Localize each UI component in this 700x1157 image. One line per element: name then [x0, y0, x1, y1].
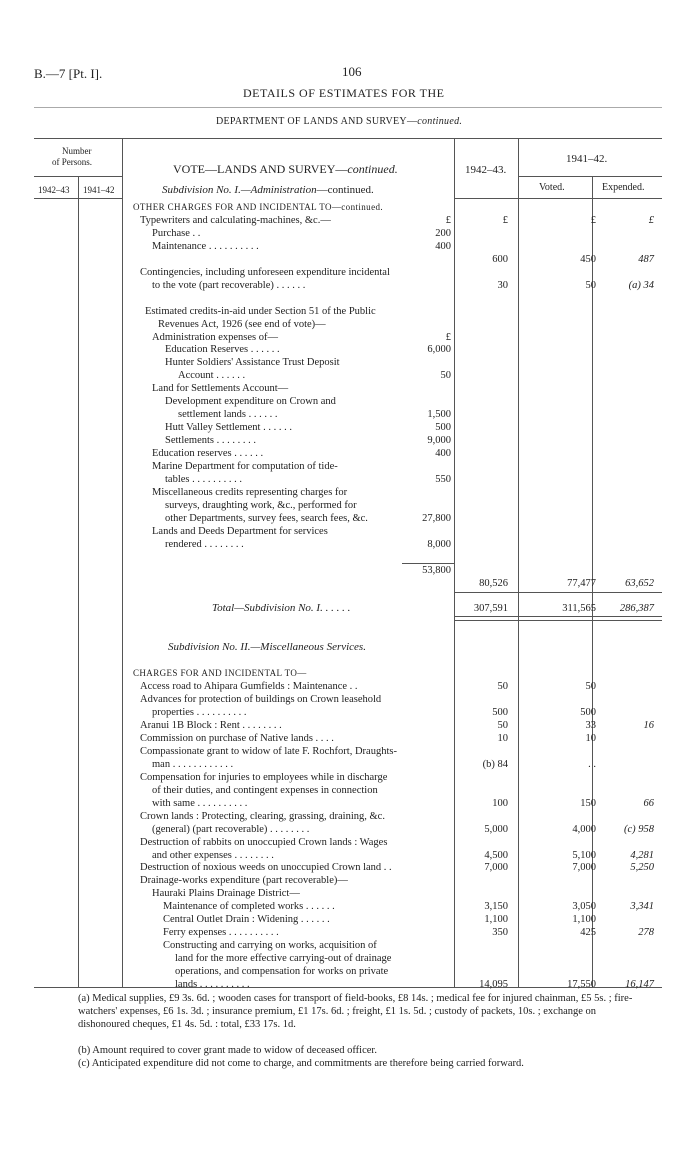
table-row [0, 421, 700, 434]
row-description: Education reserves . . . . . . [152, 448, 264, 460]
table-row [0, 913, 700, 926]
table-row [0, 628, 700, 641]
footnote-b: (b) Amount required to cover grant made to widow of deceased officer. [78, 1045, 377, 1056]
row-estimate-1942-43: 307,591 [473, 603, 508, 615]
row-voted-1941-42: 3,050 [572, 901, 596, 913]
row-sub-amount: £ [445, 214, 451, 226]
department-continued: continued. [417, 116, 463, 127]
table-row [0, 292, 700, 305]
table-row [0, 719, 700, 732]
table-row [0, 745, 700, 758]
row-voted-1941-42: 150 [580, 797, 596, 809]
row-voted-1941-42: 5,100 [572, 849, 596, 861]
row-voted-1941-42: 450 [580, 253, 596, 265]
row-voted-1941-42: £ [590, 214, 596, 226]
table-row [0, 900, 700, 913]
row-estimate-1942-43: 80,526 [479, 577, 508, 589]
table-row [0, 525, 700, 538]
row-description: (general) (part recoverable) . . . . . . . . [152, 823, 310, 835]
table-row [0, 590, 700, 603]
table-row [0, 667, 700, 680]
row-description: Hutt Valley Settlement . . . . . . [165, 422, 292, 434]
row-description: Settlements . . . . . . . . [165, 435, 256, 447]
row-description: Crown lands : Protecting, clearing, grassing, draining, &c. [140, 810, 385, 822]
row-description: Ferry expenses . . . . . . . . . . [163, 927, 279, 939]
row-estimate-1942-43: 350 [492, 927, 508, 939]
row-expended-1941-42: (a) 34 [628, 279, 654, 291]
row-description: Lands and Deeds Department for services [152, 525, 328, 537]
row-description: Advances for protection of buildings on Crown leasehold [140, 694, 382, 706]
page-number: 106 [342, 64, 362, 79]
table-row [0, 680, 700, 693]
table-row [0, 978, 700, 991]
row-description: tables . . . . . . . . . . [165, 473, 242, 485]
department-name: DEPARTMENT OF LANDS AND SURVEY— [216, 116, 418, 127]
table-row [0, 732, 700, 745]
row-estimate-1942-43: 5,000 [484, 823, 508, 835]
subdivision-title: Subdivision No. I.—Administration [162, 184, 317, 196]
row-description: Maintenance . . . . . . . . . . [152, 240, 259, 252]
row-estimate-1942-43: 50 [497, 720, 508, 731]
row-description: to the vote (part recoverable) . . . . . . [152, 279, 306, 291]
table-row [0, 499, 700, 512]
row-estimate-1942-43: (b) 84 [482, 758, 508, 770]
row-description: Revenues Act, 1926 (see end of vote)— [158, 318, 326, 330]
table-row [0, 447, 700, 460]
vote-heading [173, 162, 398, 177]
row-description: Estimated credits-in-aid under Section 51 of the Public [145, 305, 376, 317]
header-rule [34, 107, 662, 108]
row-sub-amount: 550 [435, 473, 451, 485]
table-row [0, 874, 700, 887]
row-voted-1941-42: 311,565 [562, 603, 596, 615]
col-1941-42-header: 1941–42. [566, 153, 608, 165]
table-row [0, 952, 700, 965]
table-row [0, 602, 700, 615]
row-expended-1941-42: 278 [638, 927, 654, 939]
row-estimate-1942-43: 4,500 [484, 849, 508, 861]
vote-continued: continued. [347, 162, 398, 176]
row-description: Aranui 1B Block : Rent . . . . . . . . [140, 720, 282, 731]
table-row [0, 460, 700, 473]
row-description: operations, and compensation for works on private [175, 966, 389, 978]
table-row [0, 615, 700, 628]
row-voted-1941-42: 4,000 [572, 823, 596, 835]
table-row [0, 797, 700, 810]
table-row [0, 823, 700, 836]
table-row [0, 305, 700, 318]
row-description: Central Outlet Drain : Widening . . . . . . [163, 914, 330, 926]
row-expended-1941-42: (c) 958 [623, 823, 654, 835]
table-row [0, 408, 700, 421]
subdivision-continued: —continued. [316, 184, 374, 196]
persons-header: of Persons. [52, 157, 92, 167]
row-estimate-1942-43: 1,100 [484, 914, 508, 926]
table-row [0, 758, 700, 771]
table-row [0, 240, 700, 253]
table-row [0, 279, 700, 292]
row-description: with same . . . . . . . . . . [152, 797, 248, 809]
row-description: Typewriters and calculating-machines, &c.— [140, 214, 331, 226]
row-estimate-1942-43: 30 [497, 279, 508, 291]
row-voted-1941-42: 50 [585, 279, 596, 291]
row-description: Miscellaneous credits representing charges for [152, 486, 348, 498]
row-description: settlement lands . . . . . . [178, 409, 278, 421]
table-row [0, 253, 700, 266]
row-description: of their duties, and contingent expenses in connection [152, 784, 378, 796]
year-header-rule [518, 176, 662, 177]
row-description: Hunter Soldiers' Assistance Trust Deposit [165, 357, 340, 369]
row-sub-amount: 27,800 [422, 512, 451, 524]
department-title [216, 116, 462, 127]
row-description: Constructing and carrying on works, acquisition of [163, 940, 377, 952]
row-description: lands . . . . . . . . . . [175, 979, 250, 990]
row-voted-1941-42: 17,550 [567, 979, 596, 990]
row-description: Compassionate grant to widow of late F. Rochfort, Draughts- [140, 745, 397, 757]
row-sub-amount: 9,000 [427, 435, 451, 447]
row-sub-amount: 1,500 [427, 409, 451, 421]
row-sub-amount: 6,000 [427, 344, 451, 356]
row-expended-1941-42: 66 [643, 797, 654, 809]
table-row [0, 434, 700, 447]
row-sub-amount: 400 [435, 448, 451, 460]
table-row [0, 577, 700, 590]
row-voted-1941-42: 7,000 [572, 862, 596, 874]
page-ref: B.—7 [Pt. I]. [34, 66, 103, 81]
page-title: DETAILS OF ESTIMATES FOR THE [243, 86, 445, 100]
row-estimate-1942-43: 3,150 [484, 901, 508, 913]
table-row [0, 486, 700, 499]
table-row [0, 693, 700, 706]
col-year-1941: 1941–42 [83, 185, 115, 195]
row-description: Destruction of rabbits on unoccupied Crown lands : Wages [140, 836, 388, 848]
voted-header: Voted. [539, 182, 565, 193]
subdivision-heading [162, 184, 374, 196]
row-description: Marine Department for computation of tide- [152, 461, 338, 472]
row-description: Destruction of noxious weeds on unoccupied Crown land . . [140, 862, 392, 874]
row-description: Maintenance of completed works . . . . . . [163, 901, 335, 913]
row-voted-1941-42: 1,100 [572, 914, 596, 926]
footnote-c: (c) Anticipated expenditure did not come to charge, and commitments are therefore being carried forward. [78, 1058, 524, 1069]
row-sub-amount: £ [445, 331, 451, 343]
row-expended-1941-42: 4,281 [630, 849, 654, 861]
row-description: Land for Settlements Account— [152, 383, 289, 395]
row-description: Development expenditure on Crown and [165, 396, 336, 408]
row-expended-1941-42: 16,147 [625, 979, 654, 990]
table-row [0, 861, 700, 874]
row-description: Compensation for injuries to employees while in discharge [140, 771, 388, 783]
row-sub-amount: 200 [435, 227, 451, 239]
row-voted-1941-42: 33 [585, 720, 596, 731]
row-estimate-1942-43: £ [502, 214, 508, 226]
table-row [0, 887, 700, 900]
row-expended-1941-42: 5,250 [630, 862, 654, 874]
row-expended-1941-42: £ [648, 214, 654, 226]
table-row [0, 810, 700, 823]
row-estimate-1942-43: 500 [492, 707, 508, 719]
table-row [0, 214, 700, 227]
table-row [0, 836, 700, 849]
row-expended-1941-42: 3,341 [630, 901, 654, 913]
table-row [0, 564, 700, 577]
row-voted-1941-42: 425 [580, 927, 596, 939]
expended-header: Expended. [602, 182, 645, 193]
table-row [0, 395, 700, 408]
row-estimate-1942-43: 50 [497, 681, 508, 693]
row-description: and other expenses . . . . . . . . [152, 849, 274, 861]
row-estimate-1942-43: 600 [492, 253, 508, 265]
col-1942-43-header: 1942–43. [465, 164, 507, 176]
amount-header-rule [454, 198, 662, 199]
row-estimate-1942-43: 7,000 [484, 862, 508, 874]
table-row [0, 266, 700, 279]
row-description: Purchase . . [152, 227, 201, 239]
table-row [0, 331, 700, 344]
row-description: Hauraki Plains Drainage District— [152, 888, 300, 900]
table-row [0, 641, 700, 654]
row-description: Education Reserves . . . . . . [165, 344, 280, 356]
row-description: Administration expenses of— [152, 331, 278, 343]
row-estimate-1942-43: 10 [497, 732, 508, 744]
row-sub-amount: 53,800 [422, 564, 451, 576]
row-voted-1941-42: 77,477 [567, 577, 596, 589]
table-row [0, 382, 700, 395]
row-description: properties . . . . . . . . . . [152, 707, 247, 719]
row-description: Access road to Ahipara Gumfields : Maintenance . . [140, 681, 358, 693]
row-sub-amount: 400 [435, 240, 451, 252]
table-row [0, 706, 700, 719]
row-expended-1941-42: 286,387 [619, 603, 654, 615]
table-row [0, 369, 700, 382]
row-description: Subdivision No. II.—Miscellaneous Services. [168, 641, 366, 654]
row-expended-1941-42: 16 [643, 720, 654, 731]
col-year-1942: 1942–43 [38, 185, 70, 195]
row-description: surveys, draughting work, &c., performed for [165, 499, 357, 511]
number-header: Number [62, 146, 92, 156]
row-description: land for the more effective carrying-out of drainage [175, 953, 392, 965]
row-description: rendered . . . . . . . . [165, 538, 244, 550]
row-description: Total—Subdivision No. I. . . . . . [212, 602, 351, 615]
table-row [0, 356, 700, 369]
row-description: Account . . . . . . [178, 370, 246, 382]
table-row [0, 654, 700, 667]
table-row [0, 538, 700, 551]
row-voted-1941-42: . . [588, 758, 596, 770]
table-row [0, 849, 700, 862]
table-row [0, 201, 700, 214]
table-row [0, 318, 700, 331]
table-row [0, 473, 700, 486]
row-sub-amount: 8,000 [427, 538, 451, 550]
row-expended-1941-42: 63,652 [625, 577, 654, 589]
row-description: Contingencies, including unforeseen expenditure incidental [140, 266, 390, 278]
row-description: OTHER CHARGES FOR AND INCIDENTAL TO—continued. [133, 202, 384, 212]
table-top-rule [34, 138, 662, 139]
table-row [0, 343, 700, 356]
row-voted-1941-42: 10 [585, 732, 596, 744]
row-expended-1941-42: 487 [638, 253, 654, 265]
table-row [0, 512, 700, 525]
table-row [0, 926, 700, 939]
row-description: CHARGES FOR AND INCIDENTAL TO— [133, 668, 307, 679]
table-row [0, 771, 700, 784]
table-row [0, 551, 700, 564]
table-row [0, 965, 700, 978]
row-description: other Departments, survey fees, search fees, &c. [165, 512, 368, 524]
table-row [0, 939, 700, 952]
footnote-a: (a) Medical supplies, £9 3s. 6d. ; wooden cases for transport of field-books, £8 14s. ; medical fee for injured chainman, £5 5s. ; fire-watchers' expenses, £6 1s. 3d. ; insurance premium, £1 17s. 6d. ; freight, £1 1s. 5d. ; custody of packets, 10s. ; exchange on dishonoured cheques, £1 4s. 5d. : total, £33 17s. 1d. [78, 993, 633, 1030]
row-voted-1941-42: 50 [585, 681, 596, 693]
row-description: man . . . . . . . . . . . . [152, 758, 234, 770]
row-sub-amount: 50 [440, 370, 451, 382]
table-row [0, 784, 700, 797]
row-estimate-1942-43: 14,095 [479, 979, 508, 990]
row-estimate-1942-43: 100 [492, 797, 508, 809]
table-row [0, 227, 700, 240]
vote-title: VOTE—LANDS AND SURVEY— [173, 162, 348, 176]
row-description: Drainage-works expenditure (part recoverable)— [140, 875, 348, 887]
row-voted-1941-42: 500 [580, 707, 596, 719]
row-description: Commission on purchase of Native lands . . . . [140, 732, 334, 744]
row-sub-amount: 500 [435, 422, 451, 434]
